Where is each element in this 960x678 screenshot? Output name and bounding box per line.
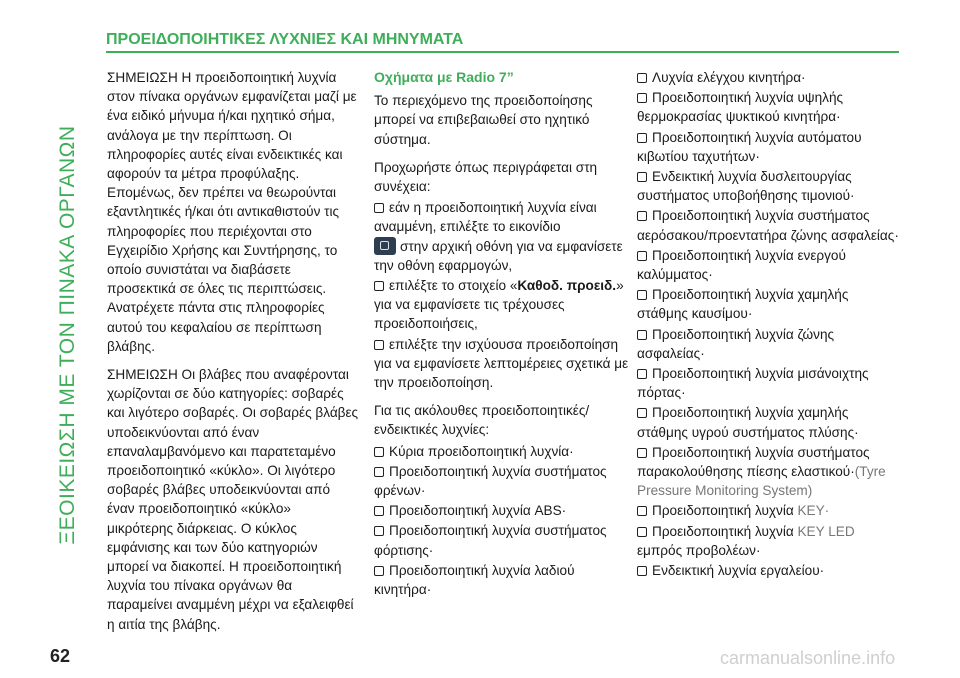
bullet-square-icon	[637, 408, 647, 418]
bullet-square-icon	[637, 330, 647, 340]
lamp-item: Προειδοποιητική λυχνία αυτόματου κιβωτίου ταχυτήτων·	[637, 129, 862, 164]
lamp-item: Προειδοποιητική λυχνία μισάνοιχτης πόρτας·	[637, 366, 869, 401]
page-title: ΠΡΟΕΙΔΟΠΟΙΗΤΙΚΕΣ ΛΥΧΝΙΕΣ ΚΑΙ ΜΗΝΥΜΑΤΑ	[106, 31, 464, 48]
lamps-intro: Για τις ακόλουθες προειδοποιητικές/ενδεικτικές λυχνίες:	[374, 403, 590, 438]
bullet-square-icon	[374, 340, 384, 350]
bullet-square-icon	[637, 448, 647, 458]
lamp-item: Λυχνία ελέγχου κινητήρα·	[637, 68, 899, 87]
bullet-square-icon	[374, 506, 384, 516]
lamp-item: Ενδεικτική λυχνία δυσλειτουργίας συστήματος υποβοήθησης τιμονιού·	[637, 169, 855, 204]
bullet-square-icon	[637, 172, 647, 182]
bullet-square-icon	[637, 506, 647, 516]
bullet-square-icon	[637, 211, 647, 221]
lamp-item: Προειδοποιητική λυχνία υψηλής θερμοκρασίας ψυκτικού κινητήρα·	[637, 90, 844, 125]
bullet-square-icon	[374, 281, 384, 291]
step-1: εάν η προειδοποιητική λυχνία είναι αναμμένη, επιλέξτε το εικονίδιο στην αρχική οθόνη για να εμφανίσετε την οθόνη εφαρμογών,	[374, 200, 623, 273]
bullet-square-icon	[374, 203, 384, 213]
note-paragraph-1: ΣΗΜΕΙΩΣΗ Η προειδοποιητική λυχνία στον πίνακα οργάνων εμφανίζεται μαζί με ένα ειδικό μήνυμα ή/και ηχητικό σήμα, ανάλογα με την περίπτωση. Οι πληροφορίες αυτές είναι ενδεικτικές και αφορούν τα μέτρα προφύλαξης. Επομένως, δεν πρέπει να θεωρούνται εξαντλητικές ή/και ότι αντικαθιστούν τις πληροφορίες που περιέχονται στο Εγχειρίδιο Χρήσης και Συντήρησης, το οποίο συνιστάται να διαβάσετε προσεκτικά σε όλες τις περιπτώσεις. Ανατρέχετε πάντα στις πληροφορίες αυτού του κεφαλαίου σε περίπτωση βλάβης.	[107, 70, 357, 354]
column-1	[107, 68, 359, 643]
bullet-square-icon	[637, 133, 647, 143]
lamp-item: Προειδοποιητική λυχνία χαμηλής στάθμης καυσίμου·	[637, 287, 849, 322]
lamp-item: Προειδοποιητική λυχνία χαμηλής στάθμης υγρού συστήματος πλύσης·	[637, 405, 859, 440]
lamp-item: Προειδοποιητική λυχνία ζώνης ασφαλείας·	[637, 326, 835, 361]
bullet-square-icon	[374, 447, 384, 457]
lamp-item: Προειδοποιητική λυχνία λαδιού κινητήρα·	[374, 562, 575, 598]
bullet-square-icon	[374, 467, 384, 477]
lamp-item: Προειδοποιητική λυχνία συστήματος φόρτισης·	[374, 523, 607, 558]
lamp-item-key-led: Προειδοποιητική λυχνία KEY LED εμπρός προβολέων·	[637, 523, 855, 558]
header-divider	[106, 51, 899, 53]
bullet-square-icon	[637, 369, 647, 379]
watermark: carmanualsonline.info	[720, 648, 896, 668]
lamp-item: Προειδοποιητική λυχνία συστήματος φρένων·	[374, 463, 607, 499]
lamp-item-tpms: Προειδοποιητική λυχνία συστήματος παρακολούθησης πίεσης ελαστικού·(Tyre Pressure Monitoring System)	[637, 444, 886, 499]
lamp-item-tool: Ενδεικτική λυχνία εργαλείου·	[637, 561, 899, 580]
column-2	[374, 68, 632, 600]
bullet-square-icon	[637, 290, 647, 300]
page-number: 62	[50, 646, 71, 666]
bullet-square-icon	[637, 93, 647, 103]
lamp-item: Προειδοποιητική λυχνία συστήματος αερόσακου/προεντατήρα ζώνης ασφαλείας·	[637, 208, 899, 243]
step-3: επιλέξτε την ισχύουσα προειδοποίηση για να εμφανίσετε λεπτομέρειες σχετικά με την προειδοποίηση.	[374, 336, 629, 391]
radio-section-heading: Οχήματα με Radio 7”	[374, 69, 514, 85]
side-section-title-text: ΞΕΟΙΚΕΙΩΣΗ ΜΕ ΤΟΝ ΠΙΝΑΚΑ ΟΡΓΑΝΩΝ	[56, 125, 79, 545]
side-section-title	[48, 30, 88, 640]
page-header	[106, 28, 906, 56]
note-paragraph-2: ΣΗΜΕΙΩΣΗ Οι βλάβες που αναφέρονται χωρίζονται σε δύο κατηγορίες: σοβαρές και λιγότερο σοβαρές. Οι σοβαρές βλάβες υποδεικνύονται από έναν επαναλαμβανόμενο και παρατεταμένο προειδοποιητικό «κύκλο». Οι λιγότερο σοβαρές βλάβες υποδεικνύονται από έναν προειδοποιητικό «κύκλο» μικρότερης διάρκειας. Ο κύκλος εμφάνισης και των δύο κατηγοριών μπορεί να διακοπεί. Η προειδοποιητική λυχνία του πίνακα οργάνων θα παραμείνει αναμμένη μέχρι να εξαλειφθεί η αιτία της βλάβης.	[107, 367, 359, 632]
radio-paragraph-2: Προχωρήστε όπως περιγράφεται στη συνέχεια:	[374, 159, 598, 195]
lamp-item: Κύρια προειδοποιητική λυχνία·	[374, 442, 632, 461]
step-2: επιλέξτε το στοιχείο «Καθοδ. προειδ.» για να εμφανίσετε τις τρέχουσες προειδοποιήσεις,	[374, 278, 624, 332]
bullet-square-icon	[374, 566, 384, 576]
lamp-item-key: Προειδοποιητική λυχνία KEY·	[637, 501, 899, 520]
bullet-square-icon	[374, 526, 384, 536]
bullet-square-icon	[637, 251, 647, 261]
lamp-item: Προειδοποιητική λυχνία ABS·	[374, 501, 632, 520]
menu-item-label: Καθοδ. προειδ.	[517, 278, 617, 294]
apps-icon	[374, 237, 396, 255]
bullet-square-icon	[637, 566, 647, 576]
bullet-square-icon	[637, 73, 647, 83]
lamp-item: Προειδοποιητική λυχνία ενεργού καλύμματος·	[637, 247, 846, 283]
radio-paragraph-1: Το περιεχόμενο της προειδοποίησης μπορεί να επιβεβαιωθεί στο ηχητικό σύστημα.	[374, 93, 593, 147]
column-3	[637, 68, 899, 581]
bullet-square-icon	[637, 527, 647, 537]
